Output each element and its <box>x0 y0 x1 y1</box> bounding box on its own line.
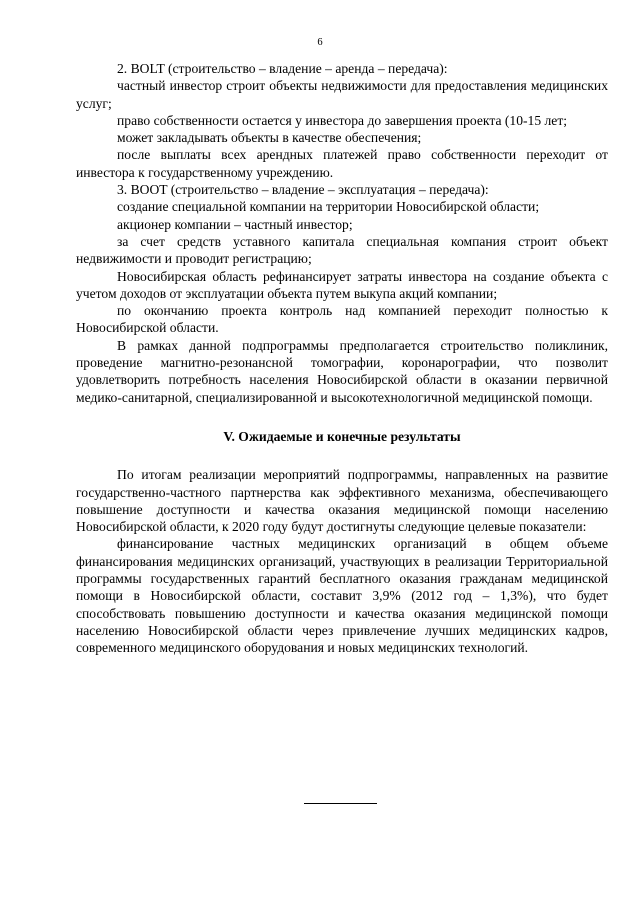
paragraph-bolt-title: 2. BOLT (строительство – владение – аренда – передача): <box>117 61 448 76</box>
paragraph-bolt-item-3: может закладывать объекты в качестве обеспечения; <box>117 130 422 146</box>
document-body <box>76 60 608 657</box>
paragraph-boot-title: 3. BOOT (строительство – владение – эксплуатация – передача): <box>117 182 489 198</box>
paragraph-boot-item-3: за счет средств уставного капитала специальная компания строит объект недвижимости и проводит регистрацию; <box>76 233 608 267</box>
paragraph-boot-item-5: по окончанию проекта контроль над компанией переходит полностью к Новосибирской области. <box>76 303 608 336</box>
page-number: 6 <box>317 37 323 48</box>
paragraph-results-intro: По итогам реализации мероприятий подпрограммы, направленных на развитие государственно-частного партнерства как эффективного механизма, обеспечивающего повышение доступности и качества оказания медицинской помощи населению Новосибирской области, к 2020 году будут достигнуты следующие целевые показатели: <box>76 467 608 535</box>
paragraph-subprogram-scope: В рамках данной подпрограммы предполагается строительство поликлиник, проведение магнитно-резонансной томографии, коронарографии, что позволит удовлетворить потребность населения Новосибирской области в оказании первичной медико-санитарной, специализированной и высокотехнологичной медицинской помощи. <box>76 337 608 405</box>
footer-divider <box>304 803 377 804</box>
paragraph-bolt-item-4: после выплаты всех арендных платежей право собственности переходит от инвестора к государственному учреждению. <box>76 147 608 180</box>
section-heading: V. Ожидаемые и конечные результаты <box>223 428 461 444</box>
paragraph-results-indicator: финансирование частных медицинских организаций в общем объеме финансирования медицинских организаций, участвующих в реализации Территориальной программы государственных гарантий бесплатного оказания гражданам медицинской помощи в Новосибирской области, составит 3,9% (2012 год – 1,3%), что будет способствовать повышению доступности и качества оказания медицинской помощи населению Новосибирской области через привлечение лучших медицинских кадров, современного медицинского оборудования и новых медицинских технологий. <box>76 536 608 656</box>
paragraph-boot-item-2: акционер компании – частный инвестор; <box>117 216 353 232</box>
paragraph-boot-item-4: Новосибирская область рефинансирует затраты инвестора на создание объекта с учетом доходов от эксплуатации объекта путем выкупа акций компании; <box>76 268 608 301</box>
paragraph-boot-item-1: создание специальной компании на территории Новосибирской области; <box>117 199 540 215</box>
paragraph-bolt-item-2: право собственности остается у инвестора до завершения проекта (10-15 лет; <box>117 112 568 128</box>
paragraph-bolt-item-1: частный инвестор строит объекты недвижимости для предоставления медицинских услуг; <box>76 78 608 111</box>
